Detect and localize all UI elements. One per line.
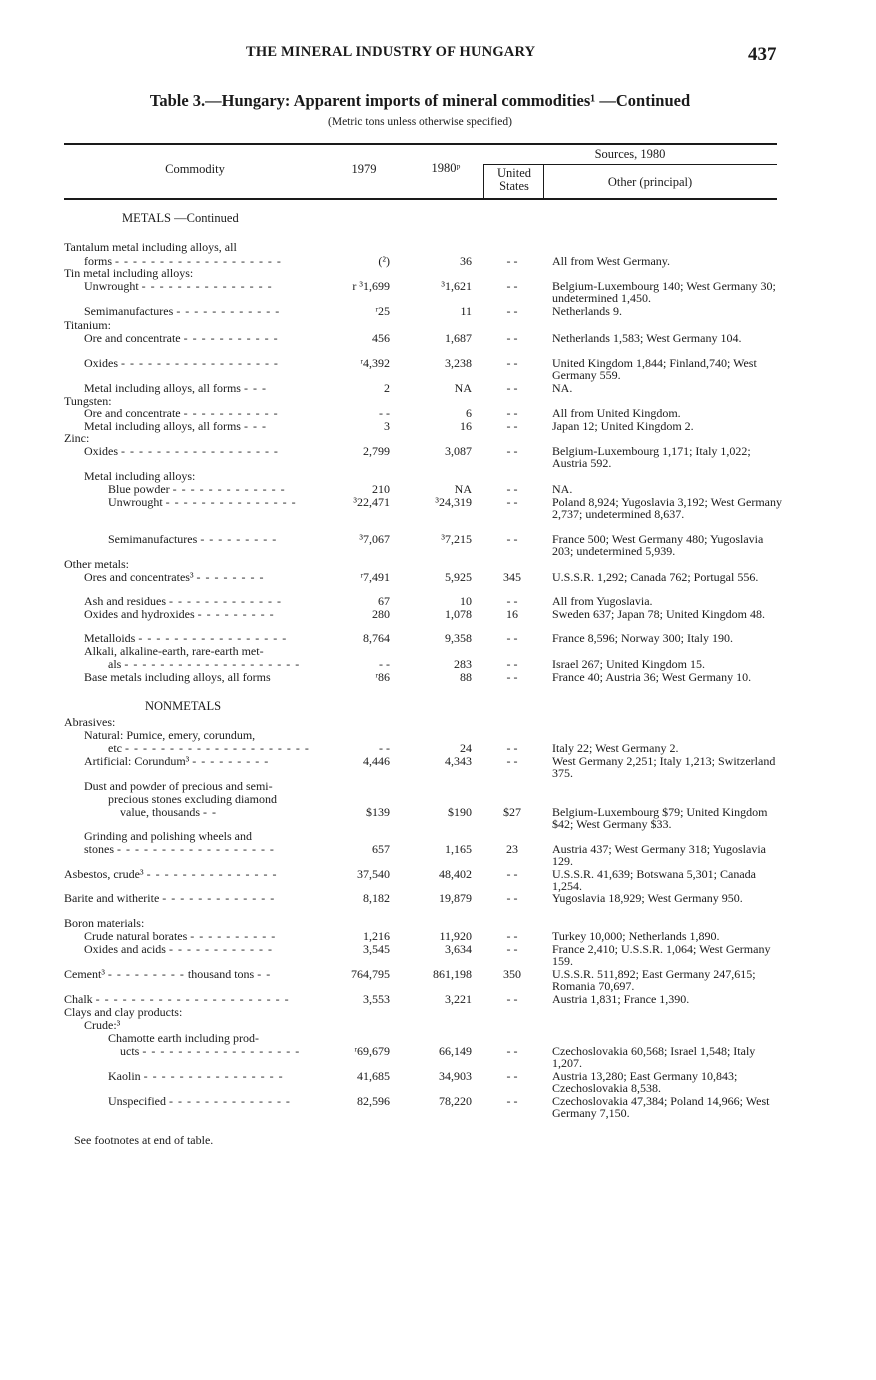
dot-leader: - - - - - - - - - xyxy=(107,967,185,981)
sources-rule xyxy=(484,164,777,165)
commodity-label: Chamotte earth including prod- xyxy=(108,1031,259,1045)
other-sources: Austria 13,280; East Germany 10,843; Czechoslovakia 8,538. xyxy=(552,1069,738,1095)
commodity-cell xyxy=(84,645,264,657)
commodity-label: Alkali, alkaline-earth, rare-earth met- xyxy=(84,644,264,658)
value-1979: 67 xyxy=(378,594,390,608)
value-1979: 210 xyxy=(372,482,390,496)
commodity-label: Ores and concentrates³ xyxy=(84,570,194,584)
other-sources: Japan 12; United Kingdom 2. xyxy=(552,419,694,433)
value-1979: 456 xyxy=(372,331,390,345)
value-1979: 4,446 xyxy=(363,754,390,768)
commodity-label: Semimanufactures xyxy=(84,304,174,318)
dot-leader: - - xyxy=(257,967,272,981)
dot-leader: - - - - - - - - - - - - - - - xyxy=(165,495,297,509)
value-1980: 19,879 xyxy=(439,891,472,905)
value-1980: 36 xyxy=(460,254,472,268)
dot-leader: - - - - - - - - - - - - xyxy=(168,942,273,956)
value-1980: 1,165 xyxy=(445,842,472,856)
commodity-label: Zinc: xyxy=(64,431,90,445)
commodity-label: Ore and concentrate xyxy=(84,331,181,345)
commodity-cell xyxy=(120,1045,300,1057)
commodity-label: als xyxy=(108,657,122,671)
commodity-cell xyxy=(84,470,195,482)
value-united-states: - - xyxy=(506,631,518,645)
commodity-cell xyxy=(84,595,282,607)
other-sources: U.S.S.R. 511,892; East Germany 247,615; Romania 70,697. xyxy=(552,967,756,993)
commodity-label: Cement³ xyxy=(64,967,105,981)
commodity-label: Chalk xyxy=(64,992,93,1006)
value-1980: 24 xyxy=(460,741,472,755)
commodity-label: Dust and powder of precious and semi- xyxy=(84,779,273,793)
dot-leader: - - - - - - - - - - - - - - - - - - xyxy=(121,356,279,370)
commodity-label: Crude:³ xyxy=(84,1018,121,1032)
table-title: Table 3.—Hungary: Apparent imports of mineral commodities¹ —Continued xyxy=(149,91,691,110)
commodity-cell xyxy=(84,305,280,317)
commodity-cell xyxy=(108,1095,291,1107)
value-1980: 3,238 xyxy=(445,356,472,370)
value-united-states: - - xyxy=(506,670,518,684)
dot-leader: - - - - - - - - - xyxy=(192,754,270,768)
commodity-cell xyxy=(84,445,279,457)
value-1980: 4,343 xyxy=(445,754,472,768)
dot-leader: - - - xyxy=(243,419,267,433)
dot-leader: - - - - - - - - - - - xyxy=(183,331,279,345)
other-sources: All from West Germany. xyxy=(552,254,671,268)
dot-leader: - - - - - - - - - - - - - - - - - - - xyxy=(115,254,282,268)
other-sources: U.S.S.R. 41,639; Botswana 5,301; Canada 1,254. xyxy=(552,867,756,893)
value-united-states: - - xyxy=(506,754,518,768)
commodity-label: value, thousands xyxy=(120,805,200,819)
value-1979: ³7,067 xyxy=(359,532,390,546)
commodity-label: ucts xyxy=(120,1044,140,1058)
dot-leader: - - - - - - - - - - - - - - - - - - xyxy=(142,1044,301,1058)
value-1980: 48,402 xyxy=(439,867,472,881)
value-1979: 41,685 xyxy=(357,1069,390,1083)
value-united-states: - - xyxy=(506,532,518,546)
page-number: 437 xyxy=(748,44,777,65)
dot-leader: - - - - - - - - - - - - - xyxy=(168,594,282,608)
value-1980: 1,078 xyxy=(445,607,472,621)
commodity-cell xyxy=(84,671,271,683)
dot-leader: - - - xyxy=(243,381,267,395)
value-united-states: - - xyxy=(506,594,518,608)
commodity-cell xyxy=(84,943,273,955)
other-sources: Czechoslovakia 60,568; Israel 1,548; Italy 1,207. xyxy=(552,1044,756,1070)
value-united-states: - - xyxy=(506,741,518,755)
commodity-label: Oxides xyxy=(84,444,118,458)
value-1979: ʳ25 xyxy=(375,304,390,318)
commodity-cell xyxy=(84,332,279,344)
value-1979: ʳ4,392 xyxy=(360,356,390,370)
value-united-states: - - xyxy=(506,304,518,318)
commodity-label: Crude natural borates xyxy=(84,929,188,943)
other-sources: Austria 1,831; France 1,390. xyxy=(552,992,690,1006)
other-sources: Sweden 637; Japan 78; United Kingdom 48. xyxy=(552,607,765,621)
value-united-states: 345 xyxy=(503,570,521,584)
commodity-cell xyxy=(64,319,111,331)
value-1980: 88 xyxy=(460,670,472,684)
dot-leader: - - - - - - - - - - - - - - - xyxy=(141,279,273,293)
value-united-states: 23 xyxy=(506,842,518,856)
value-united-states: - - xyxy=(506,482,518,496)
commodity-label: Unwrought xyxy=(84,279,139,293)
commodity-cell xyxy=(84,755,269,767)
commodity-cell xyxy=(108,742,310,754)
other-sources: United Kingdom 1,844; Finland,740; West Germany 559. xyxy=(552,356,757,382)
value-1980: 10 xyxy=(460,594,472,608)
value-1979: 8,764 xyxy=(363,631,390,645)
commodity-label: Clays and clay products: xyxy=(64,1005,183,1019)
value-1979: 1,216 xyxy=(363,929,390,943)
value-united-states: - - xyxy=(506,381,518,395)
dot-leader: - - - - - - - - - - - - - xyxy=(162,891,276,905)
table-subtitle: (Metric tons unless otherwise specified) xyxy=(328,116,512,128)
other-sources: Czechoslovakia 47,384; Poland 14,966; West Germany 7,150. xyxy=(552,1094,770,1120)
value-1980: 861,198 xyxy=(433,967,472,981)
other-sources: Poland 8,924; Yugoslavia 3,192; West Germany 2,737; undetermined 8,637. xyxy=(552,495,783,521)
value-united-states: - - xyxy=(506,657,518,671)
value-1979: 2 xyxy=(384,381,390,395)
value-1980: ³24,319 xyxy=(435,495,472,509)
commodity-cell xyxy=(64,267,193,279)
commodity-cell xyxy=(84,843,275,855)
commodity-label: Tungsten: xyxy=(64,394,112,408)
value-1980: ³7,215 xyxy=(441,532,472,546)
value-1979: 764,795 xyxy=(351,967,390,981)
unit-label: thousand tons xyxy=(187,967,255,981)
commodity-label: Abrasives: xyxy=(64,715,116,729)
other-sources: Belgium-Luxembourg $79; United Kingdom $42; West Germany $33. xyxy=(552,805,768,831)
value-1979: ʳ69,679 xyxy=(354,1044,390,1058)
commodity-label: Titanium: xyxy=(64,318,111,332)
commodity-label: Metalloids xyxy=(84,631,136,645)
value-united-states: - - xyxy=(506,356,518,370)
value-1980: 283 xyxy=(454,657,472,671)
other-sources: Netherlands 1,583; West Germany 104. xyxy=(552,331,742,345)
commodity-label: stones xyxy=(84,842,114,856)
other-sources: Italy 22; West Germany 2. xyxy=(552,741,679,755)
other-sources: Yugoslavia 18,929; West Germany 950. xyxy=(552,891,743,905)
dot-leader: - - - - - - - - - - - - - - - xyxy=(146,867,278,881)
commodity-cell xyxy=(64,917,144,929)
value-united-states: - - xyxy=(506,1044,518,1058)
commodity-cell xyxy=(108,483,286,495)
commodity-cell xyxy=(84,382,267,394)
value-1979: 657 xyxy=(372,842,390,856)
other-sources: Austria 437; West Germany 318; Yugoslavia 129. xyxy=(552,842,767,868)
value-1980: 11 xyxy=(460,304,472,318)
value-united-states: - - xyxy=(506,254,518,268)
value-united-states: 350 xyxy=(503,967,521,981)
dot-leader: - - - - - - - - - xyxy=(197,607,275,621)
commodity-label: Ash and residues xyxy=(84,594,166,608)
dot-leader: - - - - - - - - - xyxy=(200,532,278,546)
value-united-states: - - xyxy=(506,279,518,293)
commodity-cell xyxy=(84,357,279,369)
commodity-cell xyxy=(108,533,277,545)
table-top-rule xyxy=(64,143,777,145)
commodity-cell xyxy=(64,1006,182,1018)
value-1980: 3,221 xyxy=(445,992,472,1006)
commodity-label: Metal including alloys, all forms xyxy=(84,419,241,433)
commodity-cell xyxy=(84,1019,120,1031)
commodity-label: Other metals: xyxy=(64,557,129,571)
commodity-cell xyxy=(64,241,237,253)
commodity-cell xyxy=(84,407,279,419)
commodity-cell xyxy=(84,420,267,432)
commodity-label: Asbestos, crude³ xyxy=(64,867,144,881)
value-1980: 3,087 xyxy=(445,444,472,458)
dot-leader: - - - - - - - - - - - - - - - - - - xyxy=(117,842,275,856)
commodity-label: forms xyxy=(84,254,112,268)
value-1980: 78,220 xyxy=(439,1094,472,1108)
value-united-states: 16 xyxy=(506,607,518,621)
commodity-cell xyxy=(84,830,252,842)
value-united-states: - - xyxy=(506,929,518,943)
commodity-label: etc xyxy=(108,741,122,755)
commodity-cell xyxy=(84,571,265,583)
dot-leader: - - - - - - - - - - - - - - - - - xyxy=(138,631,288,645)
commodity-cell xyxy=(84,632,287,644)
value-1980: 3,634 xyxy=(445,942,472,956)
commodity-label: precious stones excluding diamond xyxy=(108,792,277,806)
value-1980: 6 xyxy=(466,406,472,420)
dot-leader: - - - - - - - - - - - - - - - - - - - - xyxy=(124,657,301,671)
other-sources: Belgium-Luxembourg 140; West Germany 30; undetermined 1,450. xyxy=(552,279,776,305)
value-1980: 11,920 xyxy=(439,929,472,943)
value-united-states: - - xyxy=(506,867,518,881)
value-united-states: - - xyxy=(506,495,518,509)
other-sources: NA. xyxy=(552,482,573,496)
value-1980: 1,687 xyxy=(445,331,472,345)
commodity-cell xyxy=(108,1032,259,1044)
other-sources: All from United Kingdom. xyxy=(552,406,681,420)
commodity-cell xyxy=(84,930,276,942)
commodity-cell xyxy=(108,1070,284,1082)
value-1980: 66,149 xyxy=(439,1044,472,1058)
value-united-states: - - xyxy=(506,419,518,433)
commodity-cell xyxy=(108,496,297,508)
commodity-cell xyxy=(120,806,217,818)
value-1979: 3 xyxy=(384,419,390,433)
other-sources: France 40; Austria 36; West Germany 10. xyxy=(552,670,752,684)
commodity-cell xyxy=(84,780,273,792)
value-united-states: - - xyxy=(506,406,518,420)
other-sources: Turkey 10,000; Netherlands 1,890. xyxy=(552,929,720,943)
other-sources: All from Yugoslavia. xyxy=(552,594,653,608)
col-sources-header: Sources, 1980 xyxy=(594,147,666,161)
dot-leader: - - - - - - - - - - - - - - - - - - - - - - xyxy=(95,992,290,1006)
value-1980: 9,358 xyxy=(445,631,472,645)
section-metals: METALS —Continued xyxy=(122,211,239,225)
commodity-label: Grinding and polishing wheels and xyxy=(84,829,252,843)
commodity-label: Kaolin xyxy=(108,1069,141,1083)
value-1980: $190 xyxy=(448,805,472,819)
commodity-cell xyxy=(64,968,271,980)
other-sources: Belgium-Luxembourg 1,171; Italy 1,022; Austria 592. xyxy=(552,444,751,470)
commodity-cell xyxy=(108,793,277,805)
value-1979: 280 xyxy=(372,607,390,621)
commodity-label: Tantalum metal including alloys, all xyxy=(64,240,237,254)
commodity-label: Ore and concentrate xyxy=(84,406,181,420)
value-1979: ʳ86 xyxy=(375,670,390,684)
value-united-states: - - xyxy=(506,444,518,458)
commodity-label: Metal including alloys, all forms xyxy=(84,381,241,395)
col-other-header: Other (principal) xyxy=(607,175,693,189)
dot-leader: - - - - - - - - xyxy=(196,570,265,584)
running-title: THE MINERAL INDUSTRY OF HUNGARY xyxy=(246,44,536,60)
dot-leader: - - xyxy=(203,805,217,819)
dot-leader: - - - - - - - - - - - - - - xyxy=(168,1094,291,1108)
commodity-cell xyxy=(84,280,273,292)
commodity-label: Unwrought xyxy=(108,495,163,509)
dot-leader: - - - - - - - - - - - - - - - - - - - - - xyxy=(125,741,310,755)
value-1980: 16 xyxy=(460,419,472,433)
commodity-label: Boron materials: xyxy=(64,916,145,930)
value-united-states: - - xyxy=(506,992,518,1006)
other-sources: Israel 267; United Kingdom 15. xyxy=(552,657,705,671)
commodity-label: Oxides xyxy=(84,356,118,370)
commodity-cell xyxy=(84,729,255,741)
value-1980: 5,925 xyxy=(445,570,472,584)
commodity-label: Oxides and acids xyxy=(84,942,166,956)
commodity-label: Base metals including alloys, all forms xyxy=(84,670,271,684)
value-1980: ³1,621 xyxy=(441,279,472,293)
value-1980: NA xyxy=(454,482,472,496)
other-sources: U.S.S.R. 1,292; Canada 762; Portugal 556. xyxy=(552,570,759,584)
footnote: See footnotes at end of table. xyxy=(74,1133,214,1147)
value-1979: (²) xyxy=(378,254,390,268)
commodity-label: Semimanufactures xyxy=(108,532,198,546)
other-sources: NA. xyxy=(552,381,573,395)
commodity-cell xyxy=(64,892,275,904)
value-1979: - - xyxy=(379,406,390,420)
col-1979-header: 1979 xyxy=(351,162,377,176)
us-left-rule xyxy=(483,164,484,199)
commodity-label: Metal including alloys: xyxy=(84,469,196,483)
value-united-states: - - xyxy=(506,331,518,345)
commodity-label: Blue powder xyxy=(108,482,170,496)
value-1980: 34,903 xyxy=(439,1069,472,1083)
other-sources: Netherlands 9. xyxy=(552,304,622,318)
value-1980: NA xyxy=(454,381,472,395)
col-us-header: United States xyxy=(496,166,532,193)
us-right-rule xyxy=(543,164,544,199)
dot-leader: - - - - - - - - - - - xyxy=(183,406,279,420)
value-1979: - - xyxy=(379,741,390,755)
dot-leader: - - - - - - - - - - - - - xyxy=(172,482,286,496)
dot-leader: - - - - - - - - - - xyxy=(190,929,277,943)
commodity-label: Oxides and hydroxides xyxy=(84,607,195,621)
other-sources: France 8,596; Norway 300; Italy 190. xyxy=(552,631,733,645)
value-united-states: $27 xyxy=(503,805,521,819)
value-united-states: - - xyxy=(506,942,518,956)
commodity-cell xyxy=(84,608,275,620)
value-united-states: - - xyxy=(506,1094,518,1108)
value-1979: 3,545 xyxy=(363,942,390,956)
other-sources: West Germany 2,251; Italy 1,213; Switzerland 375. xyxy=(552,754,776,780)
dot-leader: - - - - - - - - - - - - - - - - xyxy=(143,1069,284,1083)
commodity-cell xyxy=(64,716,115,728)
value-1979: r ³1,699 xyxy=(352,279,390,293)
commodity-cell xyxy=(64,558,129,570)
commodity-cell xyxy=(64,868,278,880)
col-1980-header: 1980ᵖ xyxy=(431,161,461,175)
section-nonmetals: NONMETALS xyxy=(145,699,222,713)
value-1979: $139 xyxy=(366,805,390,819)
value-united-states: - - xyxy=(506,1069,518,1083)
table-header-bottom-rule xyxy=(64,198,777,200)
commodity-label: Barite and witherite xyxy=(64,891,160,905)
value-1979: 2,799 xyxy=(363,444,390,458)
other-sources: France 2,410; U.S.S.R. 1,064; West Germany 159. xyxy=(552,942,771,968)
other-sources: France 500; West Germany 480; Yugoslavia 203; undetermined 5,939. xyxy=(552,532,764,558)
value-1979: 8,182 xyxy=(363,891,390,905)
value-1979: 82,596 xyxy=(357,1094,390,1108)
value-1979: 37,540 xyxy=(357,867,390,881)
commodity-cell xyxy=(64,993,290,1005)
value-1979: 3,553 xyxy=(363,992,390,1006)
commodity-label: Unspecified xyxy=(108,1094,166,1108)
dot-leader: - - - - - - - - - - - - - - - - - - xyxy=(121,444,279,458)
dot-leader: - - - - - - - - - - - - xyxy=(176,304,281,318)
commodity-cell xyxy=(108,658,300,670)
value-1979: - - xyxy=(379,657,390,671)
value-united-states: - - xyxy=(506,891,518,905)
commodity-label: Natural: Pumice, emery, corundum, xyxy=(84,728,256,742)
value-1979: ʳ7,491 xyxy=(360,570,390,584)
commodity-label: Artificial: Corundum³ xyxy=(84,754,190,768)
commodity-cell xyxy=(64,432,89,444)
value-1979: ³22,471 xyxy=(353,495,390,509)
col-commodity-header: Commodity xyxy=(165,162,225,176)
commodity-label: Tin metal including alloys: xyxy=(64,266,194,280)
